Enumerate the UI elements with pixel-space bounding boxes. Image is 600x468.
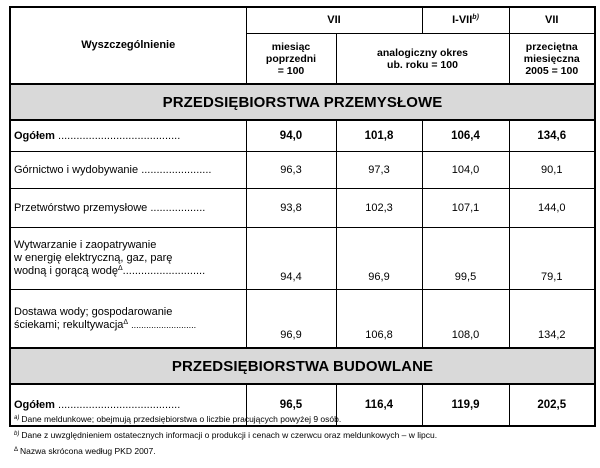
cell-value: 134,2 (509, 290, 595, 349)
cell-value: 119,9 (422, 384, 509, 426)
row-label (10, 152, 246, 189)
footnote-c-text: Nazwa skrócona według PKD 2007. (20, 446, 156, 456)
footnote-ref-mark: Δ (117, 265, 123, 272)
row-label (10, 228, 246, 290)
row-label-l3: wodną i gorącą wodę (14, 265, 118, 277)
row-dots: .................. (150, 201, 206, 214)
row-label-l2: w energię elektryczną, gaz, parę (14, 252, 173, 264)
row-label-text: Ogółem (14, 398, 55, 411)
row-dots: ....................... (141, 163, 212, 176)
row-label-l2: ściekami; rekultywacja (14, 318, 124, 331)
row-label-l1: Dostawa wody; gospodarowanie (14, 305, 173, 318)
header-same-period-l1: analogiczny okres (376, 46, 469, 59)
row-dots: .......................... (131, 319, 197, 330)
cell-value: 79,1 (509, 228, 595, 290)
section-industry (10, 84, 595, 120)
section-construction (10, 348, 595, 384)
cell-value: 99,5 (422, 228, 509, 290)
header-i-vii (422, 7, 509, 34)
header-avg-l2: miesięczna (523, 52, 580, 65)
header-vii-1 (246, 7, 422, 34)
cell-value: 104,0 (422, 152, 509, 189)
row-dots: ........................................ (58, 129, 181, 142)
section-construction-title: PRZEDSIĘBIORSTWA BUDOWLANE (171, 357, 434, 375)
data-table-wrapper (9, 6, 594, 427)
footnote-c-mark: Δ (14, 447, 19, 453)
header-avg-l1: przeciętna (525, 40, 578, 53)
footnote-a-mark: a) (14, 415, 20, 421)
row-label-text: Ogółem (14, 129, 55, 142)
cell-value: 96,9 (246, 290, 336, 349)
header-prev-month-l3: = 100 (277, 64, 305, 77)
footnote-a (14, 414, 594, 425)
section-industry-title: PRZEDSIĘBIORSTWA PRZEMYSŁOWE (162, 93, 443, 111)
header-vii-2 (509, 7, 595, 34)
cell-value: 106,4 (422, 120, 509, 152)
row-label-l1: Wytwarzanie i zaopatrywanie (14, 239, 157, 251)
cell-value: 144,0 (509, 189, 595, 228)
footnote-a-text: Dane meldunkowe; obejmują przedsiębiorstwa o liczbie pracujących powyżej 9 osób. (21, 414, 342, 424)
header-i-vii-text: I-VII (452, 14, 473, 26)
footnote-c (14, 446, 594, 457)
row-label-text: Górnictwo i wydobywanie (14, 163, 139, 176)
data-table (9, 6, 596, 427)
header-label-cell (10, 7, 246, 84)
row-dots: ........................... (122, 265, 206, 277)
row-label (10, 120, 246, 152)
footnote-b-text: Dane z uwzględnieniem ostatecznych informacji o produkcji i cenach w czerwcu oraz meldunkowych – w lipcu. (21, 430, 438, 440)
cell-value: 107,1 (422, 189, 509, 228)
cell-value: 101,8 (336, 120, 422, 152)
header-prev-month (246, 34, 336, 85)
cell-value: 96,9 (336, 228, 422, 290)
header-prev-month-l2: poprzedni (265, 52, 317, 65)
header-avg (509, 34, 595, 85)
header-avg-l3: 2005 = 100 (525, 64, 579, 77)
cell-value: 108,0 (422, 290, 509, 349)
cell-value: 116,4 (336, 384, 422, 426)
cell-value: 90,1 (509, 152, 595, 189)
table-row-wytwarzanie (10, 228, 595, 290)
cell-value: 102,3 (336, 189, 422, 228)
footnotes (14, 414, 594, 462)
header-vii-2-text: VII (545, 14, 559, 26)
row-label (10, 189, 246, 228)
table-row-gornictwo (10, 152, 595, 189)
cell-value: 96,5 (246, 384, 336, 426)
cell-value: 93,8 (246, 189, 336, 228)
cell-value: 202,5 (509, 384, 595, 426)
header-same-period-l2: ub. roku = 100 (387, 58, 458, 71)
header-vii-1-text: VII (327, 14, 341, 26)
cell-value: 97,3 (336, 152, 422, 189)
table-row-przetworstwo (10, 189, 595, 228)
footnote-ref-mark: Δ (123, 318, 129, 326)
row-dots: ........................................ (58, 398, 181, 411)
header-label: Wyszczególnienie (81, 39, 176, 51)
table-row-ogolem-industry (10, 120, 595, 152)
header-i-vii-sup: b) (472, 14, 479, 21)
cell-value: 94,4 (246, 228, 336, 290)
footnote-b-mark: b) (14, 431, 20, 437)
row-label-text: Przetwórstwo przemysłowe (14, 201, 148, 214)
header-prev-month-l1: miesiąc (271, 40, 311, 53)
cell-value: 134,6 (509, 120, 595, 152)
cell-value: 106,8 (336, 290, 422, 349)
header-same-period (336, 34, 509, 85)
cell-value: 94,0 (246, 120, 336, 152)
table-row-dostawa (10, 290, 595, 349)
cell-value: 96,3 (246, 152, 336, 189)
footnote-b (14, 430, 594, 441)
row-label (10, 290, 246, 349)
